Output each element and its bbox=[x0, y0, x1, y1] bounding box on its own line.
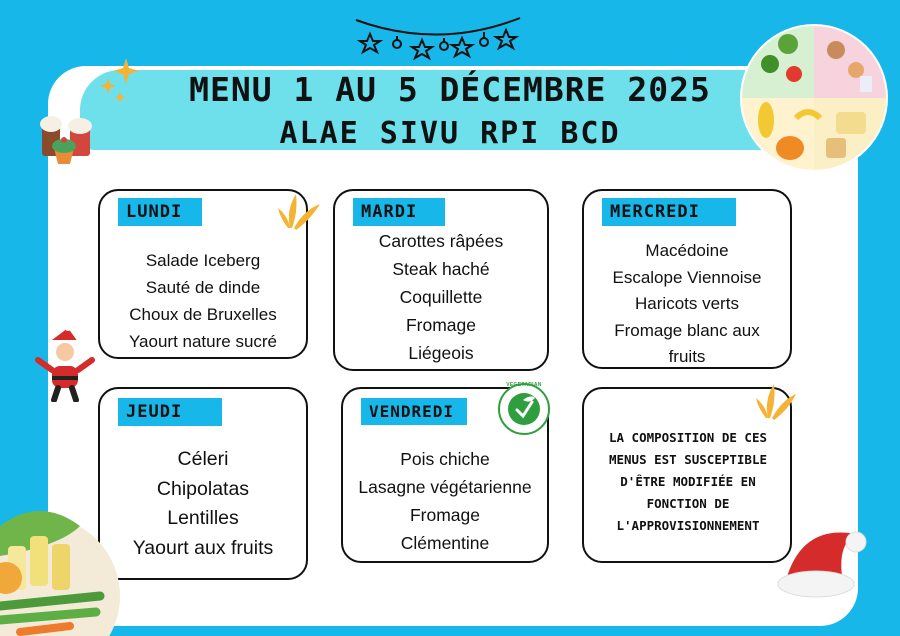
day-label-friday: VENDREDI bbox=[361, 398, 467, 425]
leaf-splash-icon bbox=[754, 380, 800, 424]
page-subtitle: ALAE SIVU RPI BCD bbox=[279, 116, 621, 151]
menu-item: Fromage bbox=[409, 505, 481, 525]
menu-list-friday bbox=[343, 445, 547, 557]
santa-hat-icon bbox=[772, 514, 868, 608]
menu-item: Clémentine bbox=[400, 533, 490, 553]
santa-icon bbox=[34, 326, 96, 402]
food-plate-icon bbox=[738, 22, 890, 174]
menu-item: Liégeois bbox=[408, 343, 474, 363]
day-label-tuesday: MARDI bbox=[353, 198, 445, 226]
menu-item: Yaourt nature sucré bbox=[128, 332, 278, 351]
page-title: MENU 1 AU 5 DÉCEMBRE 2025 bbox=[189, 70, 711, 109]
menu-item: Lasagne végétarienne bbox=[358, 477, 532, 497]
menu-item: Chipolatas bbox=[156, 477, 250, 500]
menu-list-thursday bbox=[100, 445, 306, 563]
day-box-thursday bbox=[98, 387, 308, 580]
notice-line: LA COMPOSITION DE CES bbox=[608, 430, 768, 445]
menu-item: Pois chiche bbox=[400, 449, 490, 469]
menu-item: Fromage bbox=[405, 315, 477, 335]
menu-item: Choux de Bruxelles bbox=[129, 305, 277, 324]
notice-line: L'APPROVISIONNEMENT bbox=[616, 518, 760, 533]
cupcake-drinks-icon bbox=[34, 104, 102, 168]
leaf-splash-icon bbox=[276, 188, 326, 234]
day-label-thursday: JEUDI bbox=[118, 398, 222, 426]
menu-item: Fromage blanc aux bbox=[614, 320, 760, 340]
menu-item: Yaourt aux fruits bbox=[132, 536, 274, 559]
menu-list-tuesday bbox=[335, 227, 547, 367]
day-box-wednesday bbox=[582, 189, 792, 369]
menu-item: fruits bbox=[668, 347, 706, 366]
menu-item: Macédoine bbox=[645, 241, 729, 260]
menu-list-wednesday bbox=[584, 238, 790, 371]
notice-line: MENUS EST SUSCEPTIBLE bbox=[608, 452, 768, 467]
vegetarian-badge-icon bbox=[497, 382, 551, 436]
garland-icon bbox=[352, 10, 524, 65]
day-label-wednesday: MERCREDI bbox=[602, 198, 736, 226]
vegetarian-badge-text: VEGETARIAN bbox=[506, 382, 542, 388]
notice-text bbox=[588, 427, 788, 537]
notice-line: D'ÊTRE MODIFIÉE EN bbox=[620, 474, 756, 489]
menu-item: Haricots verts bbox=[635, 294, 739, 313]
menu-item: Salade Iceberg bbox=[145, 251, 261, 270]
day-box-tuesday bbox=[333, 189, 549, 371]
star-sparkle-icon bbox=[96, 56, 142, 104]
menu-item: Lentilles bbox=[167, 507, 239, 529]
menu-item: Steak haché bbox=[392, 259, 490, 279]
menu-item: Coquillette bbox=[399, 287, 483, 307]
menu-item: Céleri bbox=[177, 448, 229, 470]
menu-list-monday bbox=[100, 247, 306, 355]
menu-item: Escalope Viennoise bbox=[612, 267, 762, 287]
menu-item: Carottes râpées bbox=[378, 231, 504, 251]
notice-line: FONCTION DE bbox=[646, 496, 730, 511]
day-label-monday: LUNDI bbox=[118, 198, 202, 226]
menu-item: Sauté de dinde bbox=[145, 278, 261, 297]
vegetable-dish-icon bbox=[0, 486, 120, 636]
